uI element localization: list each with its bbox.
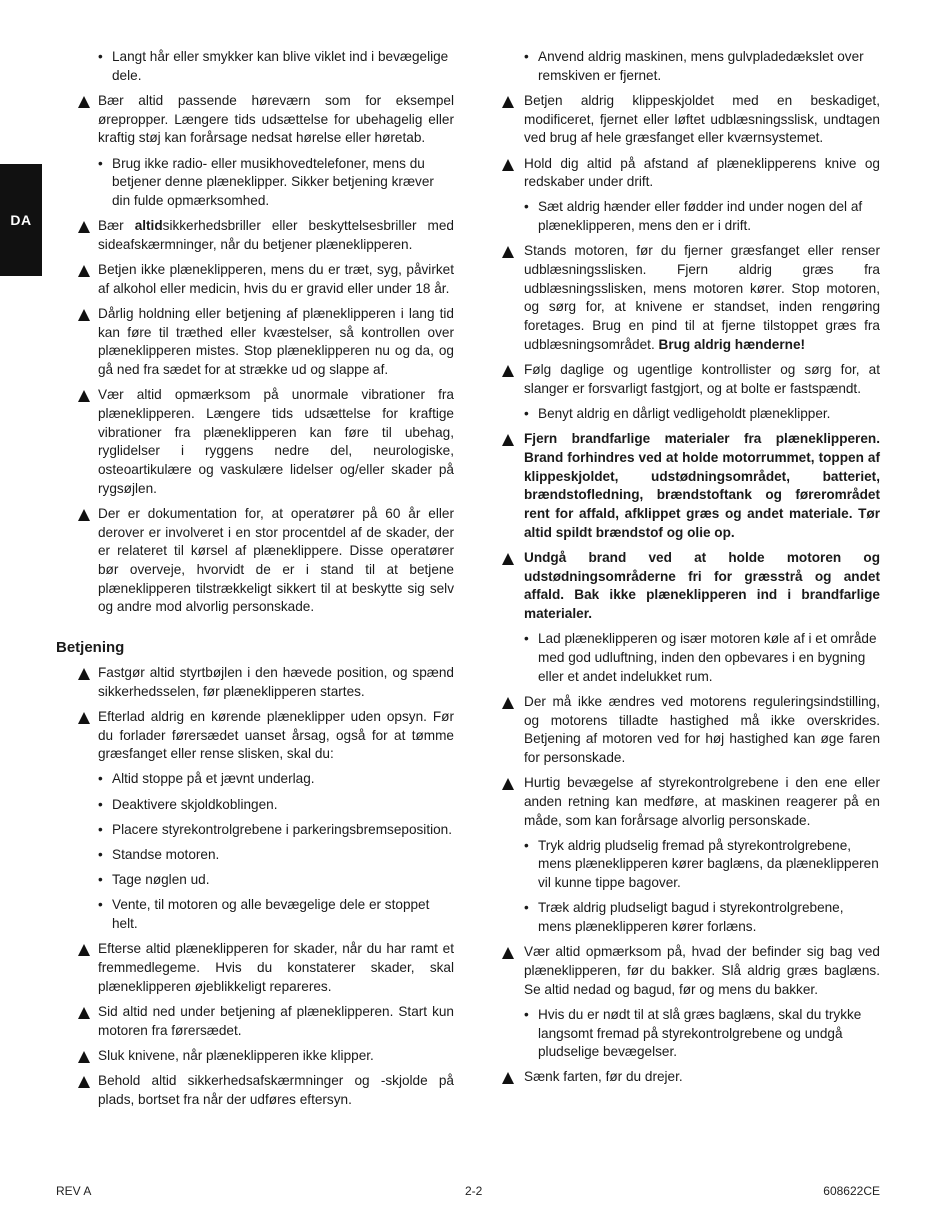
item-text: Træk aldrig pludseligt bagud i styrekontrolgrebene, mens plæneklipperen kører forlæns. bbox=[538, 900, 844, 935]
left-column bbox=[56, 48, 454, 1116]
bullet-icon: • bbox=[98, 796, 103, 812]
warning-item bbox=[56, 1003, 454, 1040]
item-text: Følg daglige og ugentlige kontrollister og sørg for, at slanger er forsvarligt fastgjort, og at bolte er fastspændt. bbox=[524, 362, 880, 396]
item-text: Vær altid opmærksom på, hvad der befinder sig bag ved plæneklipperen, før du bakker. Slå aldrig græs baglæns. Se altid nedad og bagud, før og mens du bakker. bbox=[524, 944, 880, 997]
footer-page-number: 2-2 bbox=[465, 1184, 483, 1198]
bold-text: Fjern brandfarlige materialer fra plæneklipperen. Brand forhindres ved at holde motorrummet, toppen af klippeskjoldet, udstødningsområdet, batteriet, brændstofledning, brændstoftank og førerområdet rent for affald, afklippet græs og andet materiale. Tør altid spildt brændstof og olie op. bbox=[524, 431, 880, 540]
bullet-item bbox=[502, 198, 880, 235]
warning-item bbox=[502, 155, 880, 192]
bullet-icon: • bbox=[524, 837, 529, 853]
bullet-item bbox=[56, 770, 454, 789]
footer-revision: REV A bbox=[56, 1184, 92, 1198]
warning-triangle-icon bbox=[78, 221, 90, 233]
warning-triangle-icon bbox=[78, 509, 90, 521]
warning-triangle-icon bbox=[502, 365, 514, 377]
warning-triangle-icon bbox=[78, 712, 90, 724]
warning-triangle-icon bbox=[502, 246, 514, 258]
bullet-icon: • bbox=[524, 1006, 529, 1022]
bullet-icon: • bbox=[98, 49, 103, 64]
warning-triangle-icon bbox=[78, 944, 90, 956]
item-text: Bær altid passende høreværn som for eksempel ørepropper. Længere tids udsættelse for ubehagelig eller kraftig støj kan forårsage nedsat hørelse eller høretab. bbox=[98, 92, 454, 146]
warning-triangle-icon bbox=[502, 159, 514, 171]
warning-item bbox=[56, 305, 454, 380]
bullet-item bbox=[502, 630, 880, 686]
item-text: Vente, til motoren og alle bevægelige dele er stoppet helt. bbox=[112, 897, 430, 932]
bullet-item bbox=[56, 821, 454, 840]
item-text: Sluk knivene, når plæneklipperen ikke klipper. bbox=[98, 1047, 374, 1063]
bullet-icon: • bbox=[524, 405, 529, 421]
language-tab-label: DA bbox=[10, 212, 32, 228]
warning-triangle-icon bbox=[78, 1051, 90, 1063]
warning-item bbox=[56, 1072, 454, 1109]
warning-triangle-icon bbox=[78, 309, 90, 321]
warning-item bbox=[502, 774, 880, 830]
warning-item bbox=[502, 693, 880, 768]
item-text: Sid altid ned under betjening af plæneklipperen. Start kun motoren fra førersædet. bbox=[98, 1003, 454, 1038]
warning-item bbox=[502, 430, 880, 542]
warning-triangle-icon bbox=[78, 96, 90, 108]
warning-item bbox=[502, 943, 880, 999]
item-text: Dårlig holdning eller betjening af plæneklipperen i lang tid kan føre til træthed eller kvæstelser, så kontrollen over plæneklipperen mistes. Stop plæneklipperen nu og da, og gå ned fra sædet for at strække ud og slappe af. bbox=[98, 305, 454, 378]
warning-triangle-icon bbox=[502, 96, 514, 108]
betjening-safety-list bbox=[56, 664, 454, 1110]
warning-item bbox=[56, 1047, 454, 1066]
bold-text: altid bbox=[134, 218, 163, 234]
bullet-item bbox=[502, 837, 880, 893]
bullet-icon: • bbox=[524, 49, 529, 64]
item-text: Altid stoppe på et jævnt underlag. bbox=[112, 771, 315, 787]
bullet-item bbox=[502, 48, 880, 85]
warning-triangle-icon bbox=[78, 390, 90, 402]
warning-item bbox=[56, 708, 454, 764]
warning-triangle-icon bbox=[502, 434, 514, 446]
warning-triangle-icon bbox=[502, 1072, 514, 1084]
item-text: Standse motoren. bbox=[112, 847, 220, 863]
item-text: Langt hår eller smykker kan blive viklet ind i bevægelige dele. bbox=[112, 49, 449, 83]
item-text: Betjen ikke plæneklipperen, mens du er træt, syg, påvirket af alkohol eller medicin, hvis du er gravid eller under 18 år. bbox=[98, 262, 454, 296]
item-text: Stands motoren, før du fjerner græsfanget eller renser udblæsningsslisken. Fjern aldrig græs fra udblæsningsslisken, mens motoren kører. Stop motoren, og sørg for, at knivene er standset, inden rengøring foretages. Brug en pind til at fjerne tilstoppet græs fra udblæsningsområdet. bbox=[524, 243, 880, 352]
item-text: Sæt aldrig hænder eller fødder ind under nogen del af plæneklipperen, mens den er i drift. bbox=[538, 199, 863, 234]
bold-text: Brug aldrig hænderne! bbox=[658, 336, 806, 352]
warning-item bbox=[502, 549, 880, 624]
warning-item bbox=[56, 664, 454, 701]
bullet-item bbox=[502, 1006, 880, 1062]
bullet-item bbox=[56, 846, 454, 865]
bullet-icon: • bbox=[98, 771, 103, 787]
warning-item bbox=[56, 386, 454, 498]
warning-item bbox=[502, 361, 880, 398]
warning-item bbox=[56, 505, 454, 617]
item-text: Bær bbox=[98, 218, 135, 234]
item-text: Tryk aldrig pludselig fremad på styrekontrolgrebene, mens plæneklipperen kører baglæns, da plæneklipperen vil kunne tippe bagover. bbox=[538, 837, 879, 891]
left-safety-list bbox=[56, 48, 454, 617]
language-tab bbox=[0, 164, 42, 276]
section-heading-betjening: Betjening bbox=[56, 639, 125, 657]
warning-triangle-icon bbox=[502, 553, 514, 565]
warning-triangle-icon bbox=[502, 947, 514, 959]
footer-part-number: 608622CE bbox=[823, 1184, 880, 1198]
warning-item bbox=[502, 242, 880, 354]
bullet-icon: • bbox=[98, 872, 103, 888]
item-text: Der må ikke ændres ved motorens reguleringsindstilling, og motorens tilladte hastighed må ikke overskrides. Betjening af motoren ved for høj hastighed kan øge faren for personskade. bbox=[524, 693, 880, 765]
item-text: Fastgør altid styrtbøjlen i den hævede position, og spænd sikkerhedsselen, før plæneklipperen startes. bbox=[98, 664, 454, 699]
bullet-item bbox=[56, 155, 454, 211]
bullet-icon: • bbox=[524, 631, 529, 647]
item-text: Tage nøglen ud. bbox=[112, 872, 210, 888]
item-text: Lad plæneklipperen og især motoren køle af i et område med god udluftning, inden den opbevares i en bygning eller et andet indelukket rum. bbox=[538, 631, 877, 684]
bullet-icon: • bbox=[524, 199, 529, 215]
right-column bbox=[502, 48, 880, 1094]
bullet-icon: • bbox=[98, 847, 103, 863]
bullet-item bbox=[56, 896, 454, 933]
warning-triangle-icon bbox=[78, 1007, 90, 1019]
warning-item bbox=[56, 92, 454, 148]
warning-triangle-icon bbox=[78, 265, 90, 277]
bullet-item bbox=[56, 796, 454, 815]
item-text: Vær altid opmærksom på unormale vibrationer fra plæneklipperen. Længere tids udsættelse for kraftige vibrationer fra plæneklipperen kan føre til ubehag, ryglidelser i ryggens nedre del, neurologiske, osteoartikulære og vaskulære lidelser og/eller skader på rygsøjlen. bbox=[98, 387, 454, 496]
item-text: Brug ikke radio- eller musikhovedtelefoner, mens du betjener denne plæneklipper. Sikker betjening kræver din fulde opmærksomhed. bbox=[112, 155, 434, 208]
bullet-icon: • bbox=[98, 897, 103, 913]
right-safety-list bbox=[502, 48, 880, 1087]
item-text: Efterse altid plæneklipperen for skader, når du har ramt et fremmedlegeme. Hvis du konstaterer skader, skal plæneklipperen øjeblikkeligt repareres. bbox=[98, 941, 454, 994]
item-text: sikkerhedsbriller eller beskyttelsesbriller med sideafskærmninger, når du betjener plæneklipperen. bbox=[98, 218, 454, 252]
item-text: Hvis du er nødt til at slå græs baglæns, skal du trykke langsomt fremad på styrekontrolgrebene og undgå pludselige bevægelser. bbox=[538, 1006, 862, 1060]
item-text: Efterlad aldrig en kørende plæneklipper uden opsyn. Før du forlader førersædet uanset årsag, også for at tømme græsfanget eller rense slisken, skal du: bbox=[98, 708, 454, 762]
warning-item bbox=[502, 92, 880, 148]
item-text: Hold dig altid på afstand af plæneklipperens knive og redskaber under drift. bbox=[524, 155, 880, 190]
bullet-icon: • bbox=[524, 900, 529, 916]
warning-item bbox=[56, 940, 454, 996]
item-text: Placere styrekontrolgrebene i parkeringsbremseposition. bbox=[112, 821, 453, 837]
warning-item bbox=[502, 1068, 880, 1087]
bullet-item bbox=[502, 899, 880, 936]
item-text: Deaktivere skjoldkoblingen. bbox=[112, 796, 278, 812]
bullet-icon: • bbox=[98, 155, 103, 171]
item-text: Der er dokumentation for, at operatører på 60 år eller derover er involveret i en stor procentdel af de skader, der er relateret til kørsel af plæneklippere. Disse operatører bør overveje, hvorvidt de er i stand til at betjene plæneklipperen tilstrækkeligt sikkert til at beskytte sig selv og andre mod alvorlig personskade. bbox=[98, 505, 454, 615]
warning-triangle-icon bbox=[502, 697, 514, 709]
item-text: Sænk farten, før du drejer. bbox=[524, 1069, 683, 1085]
warning-triangle-icon bbox=[502, 778, 514, 790]
item-text: Anvend aldrig maskinen, mens gulvpladedækslet over remskiven er fjernet. bbox=[538, 49, 864, 83]
warning-triangle-icon bbox=[78, 1076, 90, 1088]
warning-triangle-icon bbox=[78, 668, 90, 680]
item-text: Hurtig bevægelse af styrekontrolgrebene i den ene eller anden retning kan medføre, at maskinen reagerer på en måde, som kan forårsage alvorlig personskade. bbox=[524, 775, 880, 828]
bullet-item bbox=[56, 48, 454, 85]
bullet-item bbox=[56, 871, 454, 890]
warning-item bbox=[56, 261, 454, 298]
item-text: Behold altid sikkerhedsafskærmninger og -skjolde på plads, bortset fra når der udføres eftersyn. bbox=[98, 1073, 454, 1107]
item-text: Benyt aldrig en dårligt vedligeholdt plæneklipper. bbox=[538, 405, 831, 421]
bullet-icon: • bbox=[98, 821, 103, 837]
item-text: Betjen aldrig klippeskjoldet med en beskadiget, modificeret, fjernet eller løftet udblæsningsslisk, undtagen ved brug af hele græsfanget eller kværnsystemet. bbox=[524, 92, 880, 146]
bold-text: Undgå brand ved at holde motoren og udstødningsområderne fri for græsstrå og andet affald. Bak ikke plæneklipperen ind i brandfarlige materialer. bbox=[524, 549, 880, 621]
warning-item bbox=[56, 217, 454, 254]
bullet-item bbox=[502, 405, 880, 424]
